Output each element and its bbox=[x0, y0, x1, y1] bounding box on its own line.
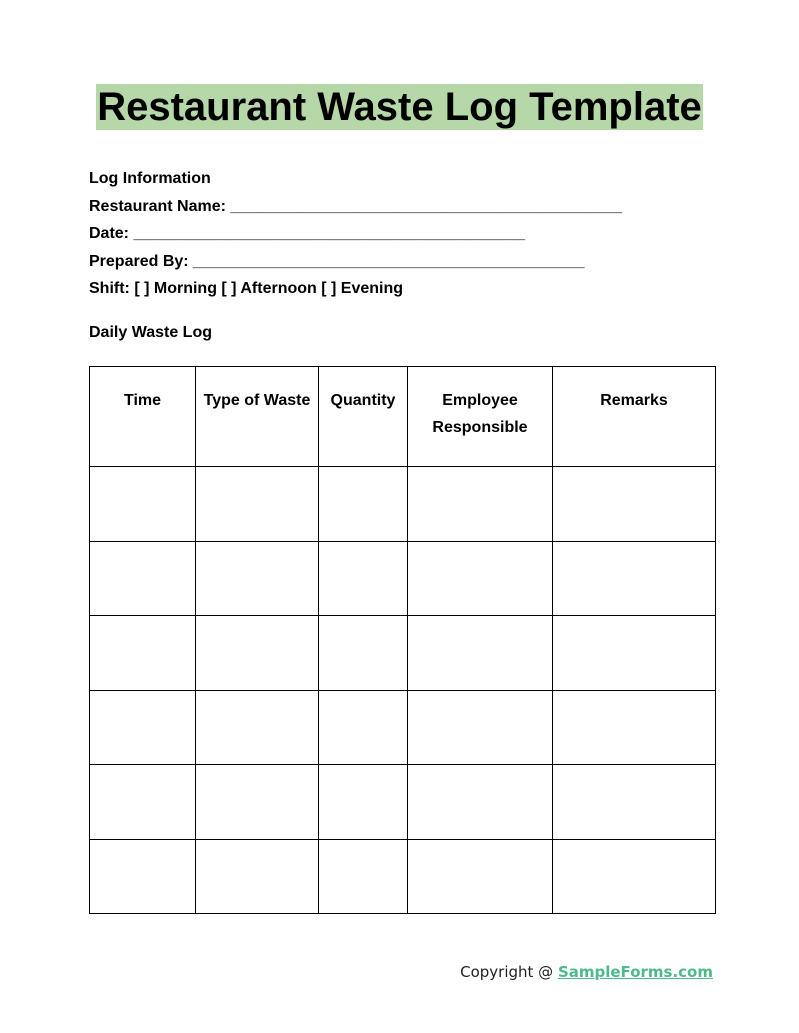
sampleforms-link[interactable]: SampleForms.com bbox=[557, 963, 713, 981]
date-field: Date: ____________________________________________ bbox=[89, 225, 525, 242]
footer bbox=[460, 963, 713, 981]
table-cell bbox=[319, 839, 408, 914]
table-cell bbox=[553, 690, 716, 765]
table-cell bbox=[553, 541, 716, 616]
table-cell bbox=[196, 467, 319, 542]
column-header-remarks: Remarks bbox=[553, 367, 716, 467]
table-cell bbox=[196, 616, 319, 691]
table-cell bbox=[90, 467, 196, 542]
column-header-employee-responsible: Employee Responsible bbox=[408, 367, 553, 467]
title-wrapper bbox=[0, 84, 799, 130]
table-cell bbox=[408, 839, 553, 914]
table-cell bbox=[408, 467, 553, 542]
table-cell bbox=[319, 616, 408, 691]
daily-waste-log-heading: Daily Waste Log bbox=[89, 324, 212, 341]
table-cell bbox=[196, 690, 319, 765]
table-cell bbox=[408, 616, 553, 691]
table-cell bbox=[319, 765, 408, 840]
log-information-section bbox=[89, 167, 622, 305]
column-header-type-of-waste: Type of Waste bbox=[196, 367, 319, 467]
table-cell bbox=[319, 690, 408, 765]
table-cell bbox=[553, 839, 716, 914]
table-cell bbox=[408, 690, 553, 765]
table-cell bbox=[408, 765, 553, 840]
column-header-quantity: Quantity bbox=[319, 367, 408, 467]
table-body bbox=[90, 467, 716, 914]
copyright-text: Copyright @ bbox=[460, 963, 558, 981]
table-row bbox=[90, 541, 716, 616]
table-row bbox=[90, 765, 716, 840]
table-row bbox=[90, 467, 716, 542]
table-cell bbox=[196, 765, 319, 840]
table-header-row bbox=[90, 367, 716, 467]
page-title: Restaurant Waste Log Template bbox=[97, 85, 702, 129]
table-row bbox=[90, 690, 716, 765]
column-header-time: Time bbox=[90, 367, 196, 467]
table-cell bbox=[553, 616, 716, 691]
table-cell bbox=[90, 765, 196, 840]
table-row bbox=[90, 616, 716, 691]
shift-options: Shift: [ ] Morning [ ] Afternoon [ ] Evening bbox=[89, 280, 404, 297]
log-information-heading: Log Information bbox=[89, 170, 211, 187]
table-cell bbox=[90, 839, 196, 914]
table-cell bbox=[196, 839, 319, 914]
restaurant-name-field: Restaurant Name: ____________________________________________ bbox=[89, 197, 622, 215]
table-cell bbox=[553, 467, 716, 542]
table-cell bbox=[319, 467, 408, 542]
table-cell bbox=[196, 541, 319, 616]
table-cell bbox=[90, 616, 196, 691]
table-row bbox=[90, 839, 716, 914]
table-cell bbox=[90, 690, 196, 765]
table-cell bbox=[90, 541, 196, 616]
table-cell bbox=[408, 541, 553, 616]
waste-log-table bbox=[89, 366, 716, 914]
table-cell bbox=[319, 541, 408, 616]
prepared-by-field: Prepared By: ____________________________________________ bbox=[89, 252, 585, 270]
table-cell bbox=[553, 765, 716, 840]
